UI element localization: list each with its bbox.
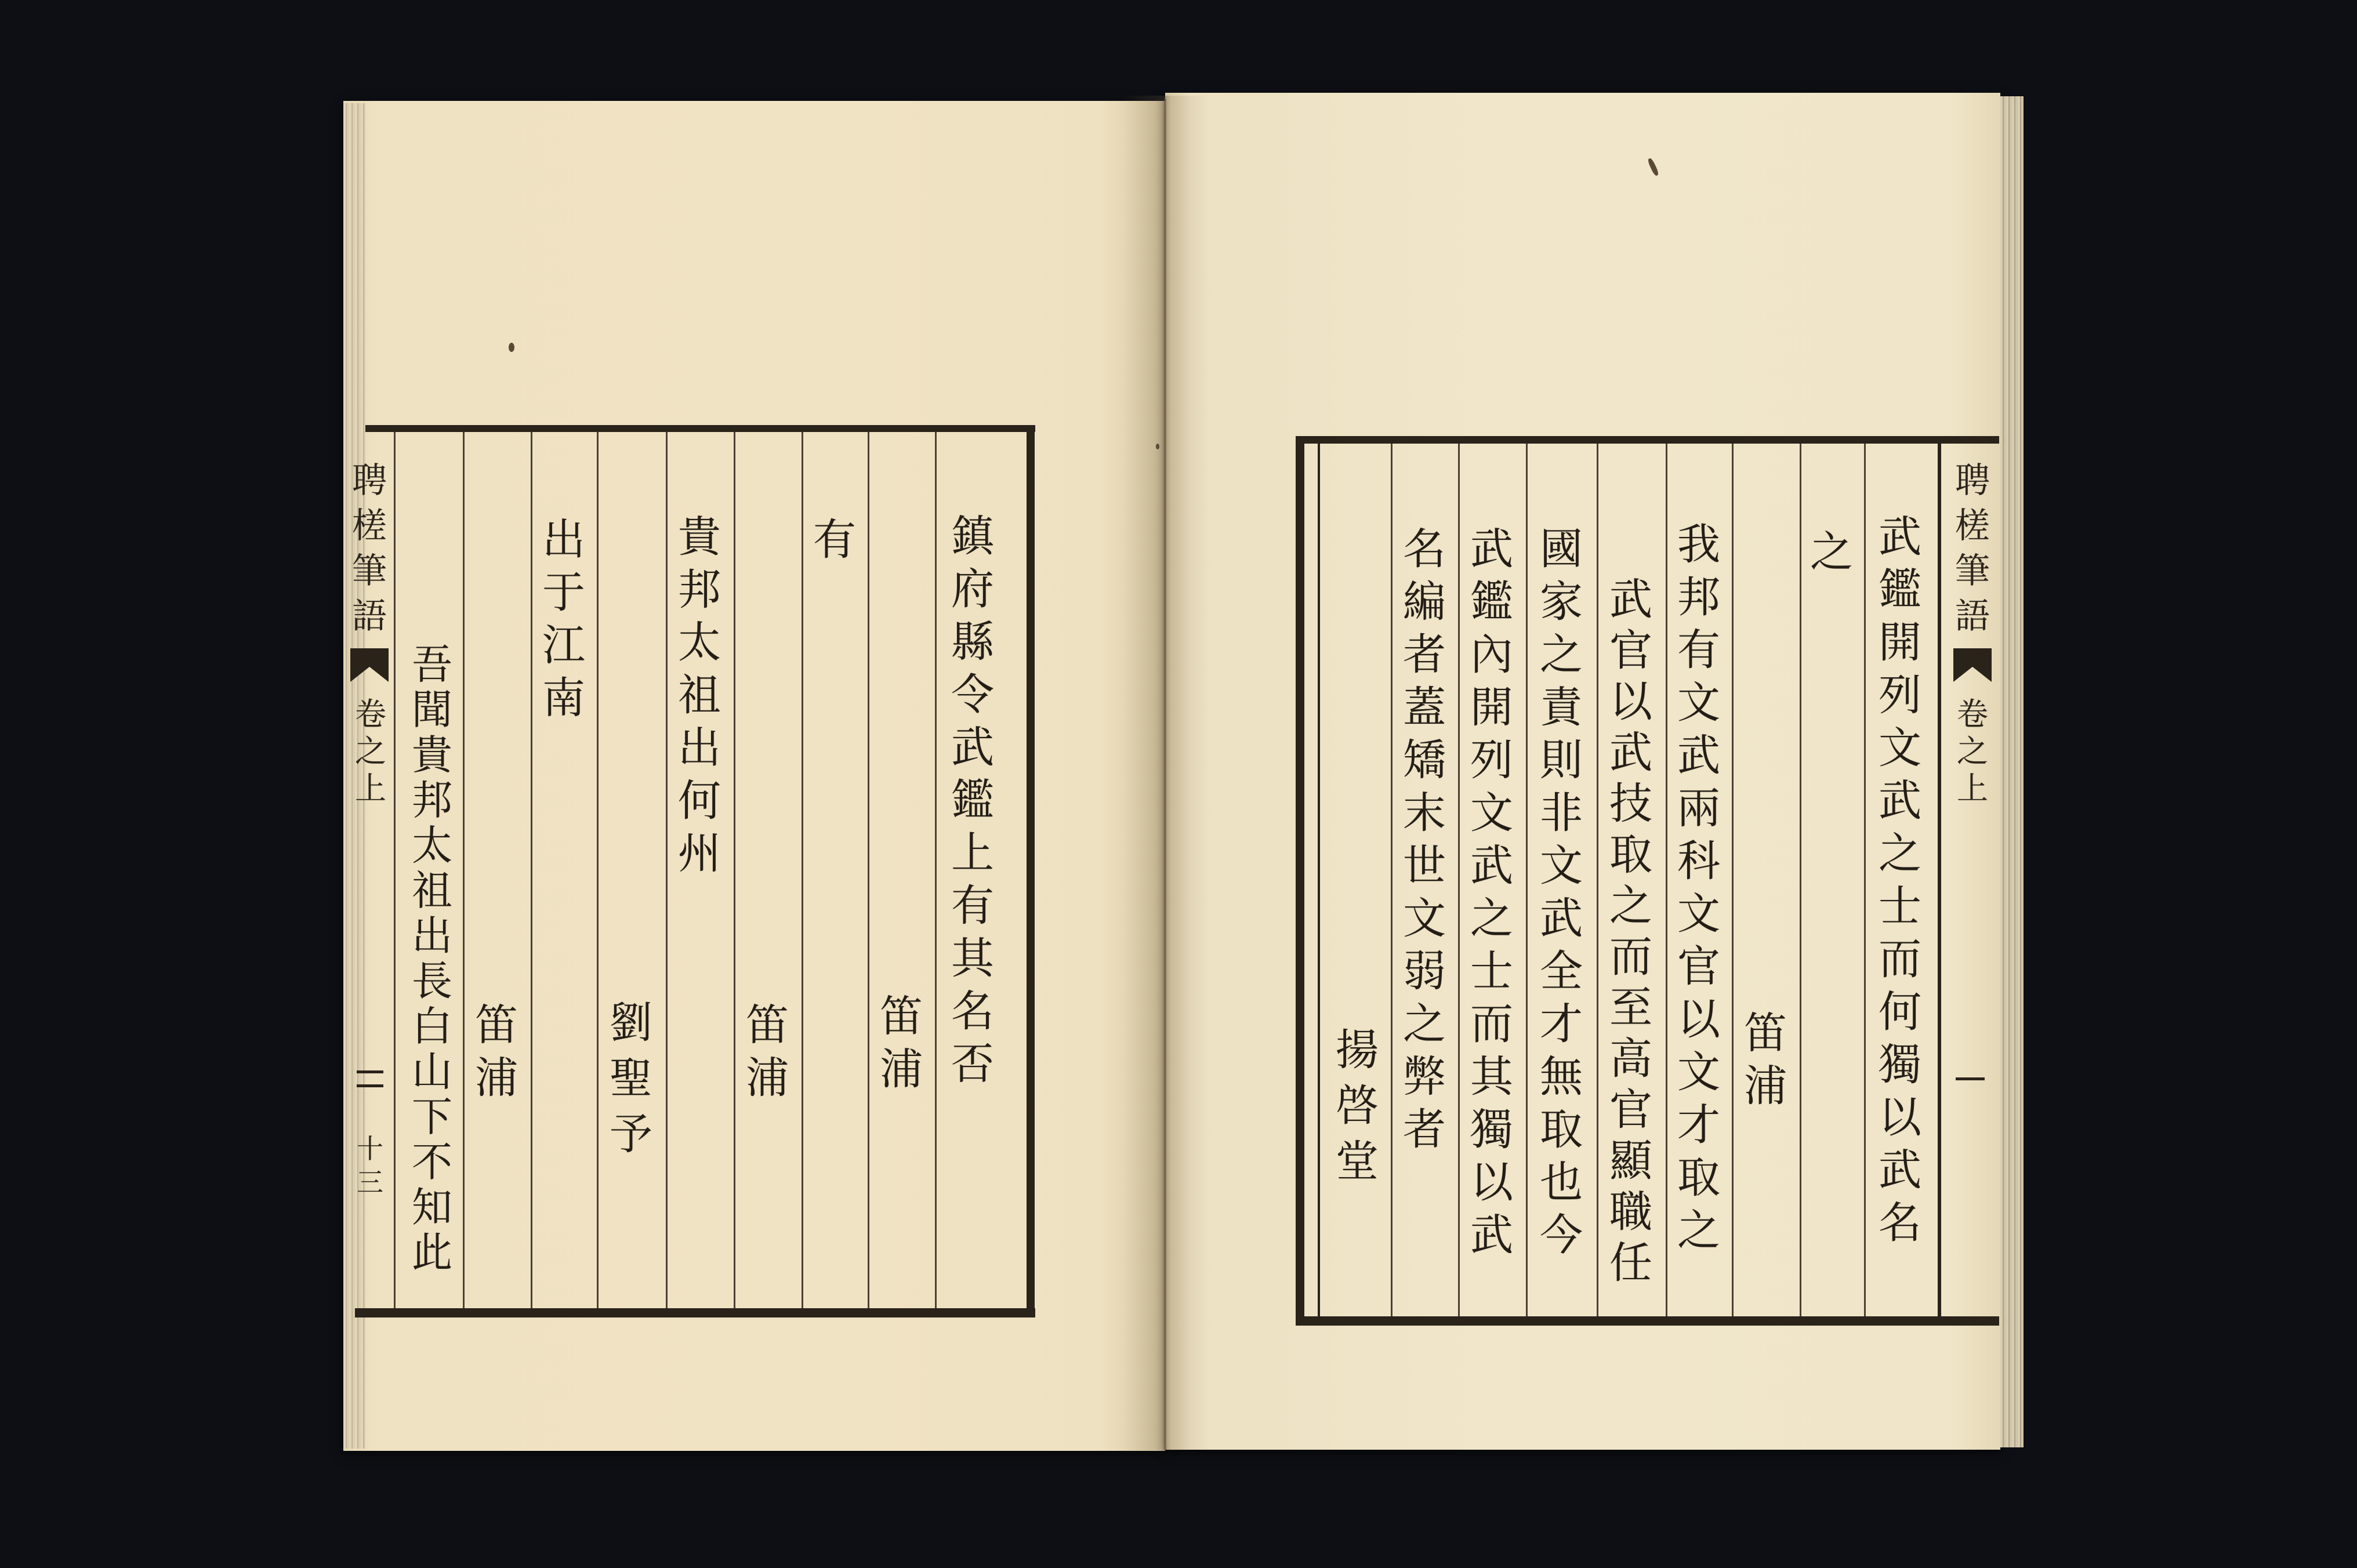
right-frame-left-inner: [1318, 444, 1320, 1316]
column-rule: [935, 432, 937, 1308]
text-column: 出于江南: [542, 515, 585, 723]
right-frame-left-outer: [1296, 436, 1304, 1326]
column-rule: [1732, 444, 1734, 1316]
left-frame-bottom: [355, 1308, 1035, 1317]
column-rule: [1800, 444, 1801, 1316]
speaker-name: 笛浦: [475, 1000, 518, 1103]
left-frame-top: [365, 425, 1035, 432]
column-rule: [666, 432, 668, 1308]
right-frame-right: [1938, 436, 1941, 1326]
right-frame-top: [1296, 436, 1999, 444]
text-column: 武鑑內開列文武之士而其獨以武: [1470, 524, 1513, 1260]
column-rule: [734, 432, 735, 1308]
speaker-name: 劉聖予: [610, 998, 652, 1159]
speaker-name: 笛浦: [1744, 1008, 1787, 1111]
text-column: 鎮府縣令武鑑上有其名否: [951, 511, 994, 1089]
speaker-name: 笛浦: [746, 1000, 789, 1103]
right-frame-bottom: [1296, 1316, 1999, 1326]
speaker-name: 揚啓堂: [1336, 1025, 1379, 1186]
text-column: 吾聞貴邦太祖出長白山下不知此: [412, 641, 452, 1276]
text-column: 國家之責則非文武全才無取也今: [1540, 524, 1583, 1260]
speaker-name: 笛浦: [880, 992, 923, 1094]
book-fold-line: [1164, 99, 1166, 1450]
column-rule: [1864, 444, 1866, 1316]
text-column: 武鑑開列文武之士而何獨以武名: [1879, 512, 1921, 1248]
text-column: 之: [1810, 527, 1853, 577]
column-rule: [1597, 444, 1598, 1316]
column-rule: [1666, 444, 1667, 1316]
ink-speck: [509, 343, 514, 352]
text-column: 貴邦太祖出何州: [678, 512, 721, 879]
column-rule: [868, 432, 869, 1308]
text-column: 名編者蓋矯末世文弱之弊者: [1403, 524, 1446, 1155]
column-rule: [1458, 444, 1460, 1316]
margin-mark-line: [357, 1084, 383, 1087]
column-rule: [1391, 444, 1393, 1316]
column-rule: [597, 432, 599, 1308]
right-margin-volume: 卷之上: [1957, 696, 1988, 807]
column-rule: [463, 432, 465, 1308]
text-column: 武官以武技取之而至高官顯職任: [1609, 575, 1652, 1288]
text-column: 有: [813, 515, 856, 565]
column-rule: [1526, 444, 1528, 1316]
text-column: 我邦有文武兩科文官以文才取之: [1677, 520, 1720, 1255]
left-margin-book-title: 聘槎筆語: [352, 460, 387, 637]
right-margin-book-title: 聘槎筆語: [1955, 460, 1990, 637]
margin-mark-line: [357, 1070, 383, 1073]
left-margin-leaf-number: 十三: [357, 1133, 383, 1198]
margin-mark-line: [1956, 1077, 1985, 1080]
left-frame-right: [1027, 425, 1035, 1317]
column-rule: [531, 432, 532, 1308]
left-margin-volume: 卷之上: [355, 696, 386, 807]
right-page-edge-stack: [2000, 96, 2024, 1447]
left-page: [343, 101, 1165, 1451]
ink-speck: [1156, 444, 1159, 449]
column-rule: [394, 432, 396, 1308]
column-rule: [802, 432, 803, 1308]
